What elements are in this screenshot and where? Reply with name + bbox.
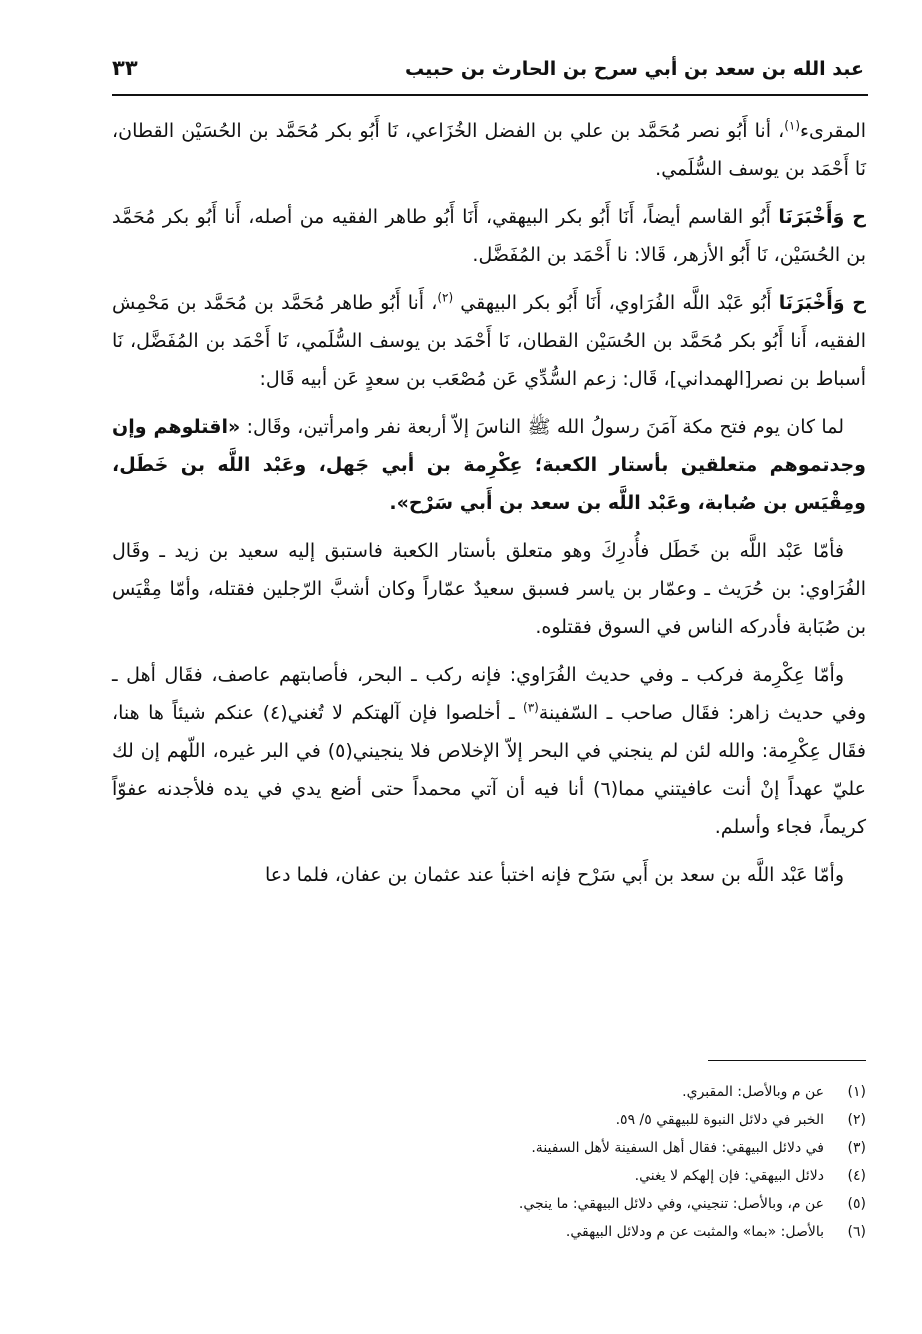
footnote-number: (١) (847, 1084, 866, 1100)
paragraph-7 (112, 856, 866, 894)
footnote-text: الخبر في دلائل النبوة للبيهقي ٥/ ٥٩. (615, 1112, 824, 1128)
paragraph-7-text: وأمّا عَبْد اللَّه بن سعد بن أَبي سَرْح فإنه اختبأ عند عثمان بن عفان، فلما دعا (264, 864, 844, 886)
footnote-number: (٤) (847, 1168, 866, 1184)
paragraph-3 (112, 284, 866, 398)
paragraph-3-text: أَبُو عَبْد اللَّه الفُرَاوي، أَنَا أَبُو بكر البيهقي (453, 292, 779, 314)
footnote-text: في دلائل البيهقي: فقال أهل السفينة لأهل السفينة. (531, 1140, 824, 1156)
footnote-text: بالأصل: «بما» والمثبت عن م ودلائل البيهقي. (565, 1224, 824, 1240)
footnote-item (112, 1140, 866, 1168)
paragraph-3-rest: ، أَنا أَبُو طاهر مُحَمَّد بن مُحَمَّد بن مَحْمِش الفقيه، أَنا أَبُو بكر مُحَمَّد بن الحُسَيْن القطان، نَا أَحْمَد بن يوسف السُّلَمي، نَا أَحْمَد بن المُفَضَّل، نَا أسباط بن نصر[الهمداني]، قَال: زعم السُّدِّي عَن مُصْعَب بن سعدٍ عَن أبيه قَال: (112, 292, 866, 390)
footnote-number: (٢) (847, 1112, 866, 1128)
footnote-item (112, 1112, 866, 1140)
footnote-number: (٦) (847, 1224, 866, 1240)
footnote-ref-1: (١) (784, 118, 801, 133)
paragraph-4-text: لما كان يوم فتح مكة آمَنَ رسولُ الله ﷺ الناسَ إلاّ أربعة نفر وامرأتين، وقَال: (240, 416, 844, 438)
paragraph-1-text: المقرىء (800, 120, 866, 142)
footnote-item (112, 1196, 866, 1224)
paragraph-4-quote: «اقتلوهم وإن وجدتموهم متعلقين بأستار الكعبة؛ عِكْرِمة بن أبي جَهل، وعَبْد اللَّه بن خَطَل، ومِقْيَس بن صُبابة، وعَبْد اللَّه بن سعد بن أَبي سَرْح». (112, 416, 866, 514)
footnote-ref-2: (٢) (437, 290, 454, 305)
paragraph-2 (112, 198, 866, 274)
footnote-ref-3: (٣) (523, 700, 539, 715)
paragraph-3-lead: ح وَأَخْبَرَنَا (778, 292, 866, 314)
paragraph-5-text: فأمّا عَبْد اللَّه بن خَطَل فأُدرِكَ وهو متعلق بأستار الكعبة فاستبق إليه سعيد بن زيد ـ وقَال الفُرَاوي: بن حُرَيث ـ وعمّار بن ياسر فسبق سعيدٌ عمّاراً وكان أشبَّ الرّجلين فقتله، وأمّا مِقْيَس بن صُبَابة فأدركه الناس في السوق فقتلوه. (112, 540, 866, 638)
paragraph-1 (112, 112, 866, 188)
paragraph-1-rest: ، أنا أَبُو نصر مُحَمَّد بن علي بن الفضل الخُزَاعي، نَا أَبُو بكر مُحَمَّد بن الحُسَيْن القطان، نَا أَحْمَد بن يوسف السُّلَمي. (112, 120, 866, 180)
footnote-text: عن م، وبالأصل: تنجيني، وفي دلائل البيهقي: ما ينجي. (518, 1196, 824, 1212)
paragraph-6 (112, 656, 866, 846)
paragraph-2-text: أَبُو القاسم أيضاً، أَنَا أَبُو بكر البيهقي، أَنَا أَبُو طاهر الفقيه من أصله، أَنا أَبُو بكر مُحَمَّد بن الحُسَيْن، نَا أَبُو الأزهر، قَالا: نا أَحْمَد بن المُفَضَّل. (112, 206, 866, 266)
footnote-number: (٣) (847, 1140, 866, 1156)
footnote-item (112, 1084, 866, 1112)
body-text (112, 112, 866, 904)
paragraph-6-rest: ـ أخلصوا فإن آلهتكم لا تُغني(٤) عنكم شيئاً ها هنا، فقَال عِكْرِمة: والله لئن لم ينجني في البحر إلاّ الإخلاص فلا ينجيني(٥) في البر غيره، اللّهم إن لك عليّ عهداً إنْ أنت عافيتني مما(٦) أنا فيه أن آتي محمداً حتى أضع يدي في يده فلأجدنه عفوّاً كريماً، فجاء وأسلم. (112, 702, 866, 838)
running-title: عبد الله بن سعد بن أبي سرح بن الحارث بن حبيب (405, 58, 864, 80)
page-number: ٣٣ (112, 56, 138, 80)
header-rule (112, 94, 868, 96)
paragraph-4 (112, 408, 866, 522)
paragraph-2-lead: ح وَأَخْبَرَنَا (778, 206, 867, 228)
paragraph-5 (112, 532, 866, 646)
footnote-item (112, 1168, 866, 1196)
footnote-text: عن م وبالأصل: المقبري. (682, 1084, 824, 1100)
footnote-item (112, 1224, 866, 1252)
footnote-text: دلائل البيهقي: فإن إلهكم لا يغني. (634, 1168, 824, 1184)
paragraph-6-text: وأمّا عِكْرِمة فركب ـ وفي حديث الفُرَاوي: فإنه ركب ـ البحر، فأصابتهم عاصف، فقَال أهل ـ وفي حديث زاهر: فقَال صاحب ـ السّفينة (112, 664, 866, 724)
footnote-rule (708, 1060, 866, 1061)
footnote-number: (٥) (847, 1196, 866, 1212)
page-header (112, 52, 864, 94)
footnotes (112, 1084, 866, 1252)
